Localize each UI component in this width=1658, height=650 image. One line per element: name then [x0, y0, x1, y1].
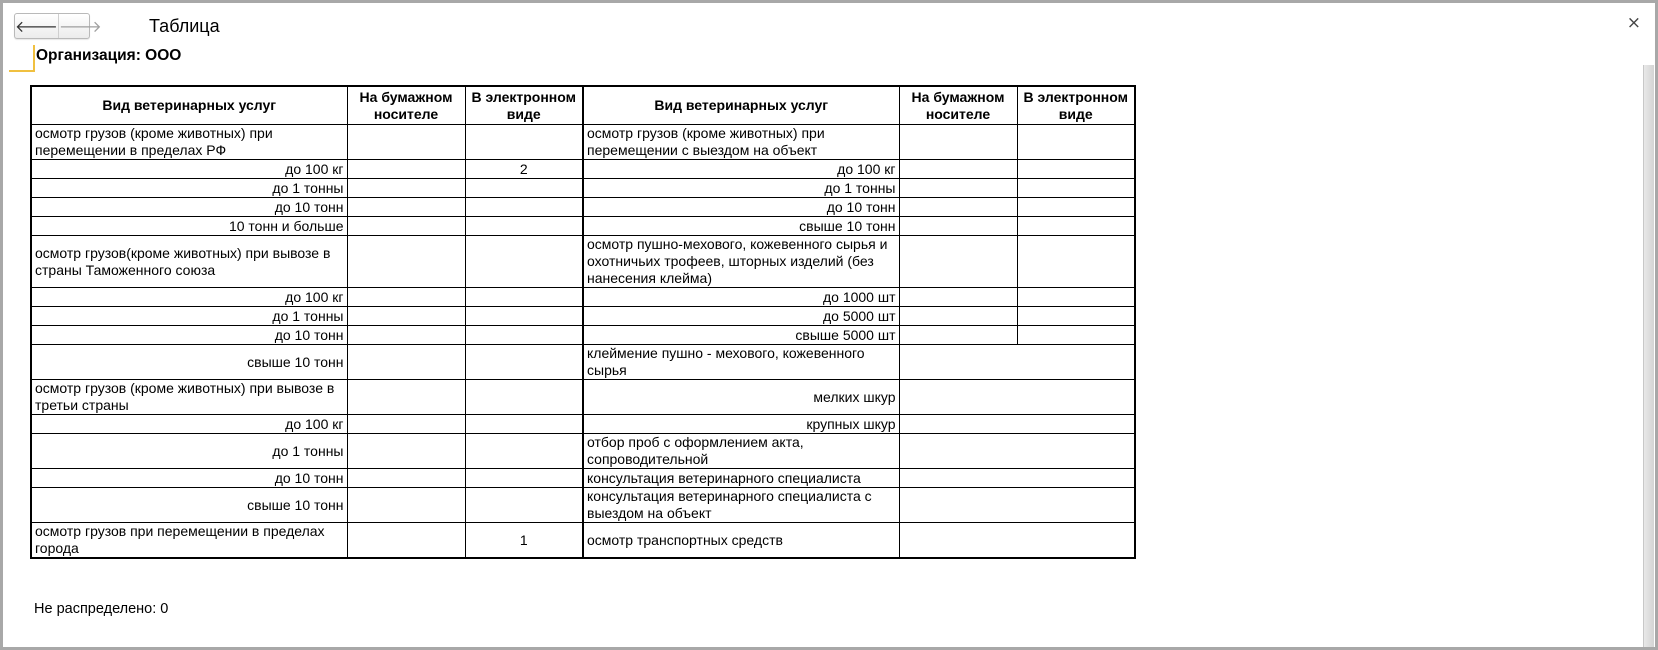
table-cell[interactable]: [899, 288, 1017, 307]
table-cell[interactable]: [465, 217, 583, 236]
table-row: [31, 179, 1135, 198]
table-cell[interactable]: [465, 125, 583, 160]
table-cell[interactable]: свыше 5000 шт: [583, 326, 899, 345]
table-cell[interactable]: [465, 380, 583, 415]
table-cell[interactable]: [899, 125, 1017, 160]
table-cell[interactable]: клеймение пушно - мехового, кожевенного сырья: [583, 345, 899, 380]
cell-cursor-corner: [9, 45, 35, 72]
table-cell[interactable]: осмотр пушно-мехового, кожевенного сырья и охотничьих трофеев, шторных изделий (без нанесения клейма): [583, 236, 899, 288]
table-cell[interactable]: осмотр грузов (кроме животных) при перемещении с выездом на объект: [583, 125, 899, 160]
table-cell[interactable]: [1017, 198, 1135, 217]
table-cell[interactable]: [465, 488, 583, 523]
table-cell[interactable]: [899, 380, 1135, 415]
table-cell[interactable]: [347, 307, 465, 326]
table-cell[interactable]: [347, 236, 465, 288]
table-cell[interactable]: до 1 тонны: [583, 179, 899, 198]
table-cell[interactable]: свыше 10 тонн: [583, 217, 899, 236]
table-row: [31, 125, 1135, 160]
table-row: [31, 434, 1135, 469]
table-cell[interactable]: [899, 198, 1017, 217]
table-cell[interactable]: 2: [465, 160, 583, 179]
table-cell[interactable]: [899, 179, 1017, 198]
table-cell[interactable]: [1017, 236, 1135, 288]
organization-label: Организация: ООО: [36, 47, 182, 64]
table-cell[interactable]: до 100 кг: [31, 415, 347, 434]
table-cell[interactable]: [347, 469, 465, 488]
table-cell[interactable]: [465, 415, 583, 434]
table-row: [31, 307, 1135, 326]
table-cell[interactable]: до 100 кг: [31, 160, 347, 179]
table-cell[interactable]: [347, 217, 465, 236]
table-cell[interactable]: [347, 345, 465, 380]
table-row: [31, 288, 1135, 307]
table-cell[interactable]: осмотр грузов (кроме животных) при вывозе в третьи страны: [31, 380, 347, 415]
close-icon[interactable]: ×: [1626, 13, 1641, 33]
table-cell[interactable]: [899, 236, 1017, 288]
table-row: [31, 415, 1135, 434]
table-cell[interactable]: [899, 523, 1135, 559]
table-cell[interactable]: [899, 345, 1135, 380]
table-cell[interactable]: [899, 307, 1017, 326]
header-service: Вид ветеринарных услуг: [583, 86, 899, 125]
table-cell[interactable]: [465, 288, 583, 307]
table-cell[interactable]: [465, 434, 583, 469]
table-cell[interactable]: [347, 523, 465, 559]
table-cell[interactable]: [347, 288, 465, 307]
table-row: [31, 326, 1135, 345]
header-paper: На бумажном носителе: [899, 86, 1017, 125]
table-cell[interactable]: [465, 236, 583, 288]
table-cell[interactable]: осмотр грузов(кроме животных) при вывозе в страны Таможенного союза: [31, 236, 347, 288]
table-cell[interactable]: [1017, 125, 1135, 160]
header-electronic: В электронном виде: [1017, 86, 1135, 125]
table-cell[interactable]: до 10 тонн: [31, 469, 347, 488]
table-cell[interactable]: [899, 488, 1135, 523]
table-cell[interactable]: свыше 10 тонн: [31, 345, 347, 380]
table-cell[interactable]: до 1 тонны: [31, 434, 347, 469]
table-row: [31, 345, 1135, 380]
table-row: [31, 488, 1135, 523]
table-cell[interactable]: до 5000 шт: [583, 307, 899, 326]
table-cell[interactable]: [899, 217, 1017, 236]
table-cell[interactable]: крупных шкур: [583, 415, 899, 434]
table-cell[interactable]: [347, 415, 465, 434]
table-cell[interactable]: [347, 179, 465, 198]
table-cell[interactable]: осмотр грузов (кроме животных) при перемещении в пределах РФ: [31, 125, 347, 160]
navigation-buttons: [14, 13, 102, 39]
table-row: [31, 160, 1135, 179]
header-electronic: В электронном виде: [465, 86, 583, 125]
table-cell[interactable]: до 100 кг: [583, 160, 899, 179]
table-cell[interactable]: консультация ветеринарного специалиста: [583, 469, 899, 488]
header-service: Вид ветеринарных услуг: [31, 86, 347, 125]
table-cell[interactable]: [1017, 307, 1135, 326]
table-cell[interactable]: [465, 469, 583, 488]
table-cell[interactable]: [899, 326, 1017, 345]
table-cell[interactable]: до 1000 шт: [583, 288, 899, 307]
table-cell[interactable]: осмотр транспортных средств: [583, 523, 899, 559]
table-cell[interactable]: [347, 434, 465, 469]
table-cell[interactable]: [347, 380, 465, 415]
header-paper: На бумажном носителе: [347, 86, 465, 125]
table-cell[interactable]: [465, 179, 583, 198]
table-row: [31, 198, 1135, 217]
table-cell[interactable]: до 10 тонн: [31, 326, 347, 345]
table-cell[interactable]: [899, 160, 1017, 179]
table-row: [31, 380, 1135, 415]
table-cell[interactable]: [465, 198, 583, 217]
table-row: [31, 523, 1135, 559]
table-cell[interactable]: свыше 10 тонн: [31, 488, 347, 523]
table-cell[interactable]: [347, 488, 465, 523]
table-cell[interactable]: осмотр грузов при перемещении в пределах города: [31, 523, 347, 559]
table-cell[interactable]: [347, 326, 465, 345]
back-arrow-icon[interactable]: 🡐: [15, 17, 58, 36]
table-cell[interactable]: 10 тонн и больше: [31, 217, 347, 236]
table-cell[interactable]: [1017, 179, 1135, 198]
table-row: [31, 469, 1135, 488]
table-cell[interactable]: отбор проб с оформлением акта, сопроводительной: [583, 434, 899, 469]
table-cell[interactable]: [347, 160, 465, 179]
vertical-scrollbar[interactable]: [1643, 65, 1654, 647]
veterinary-services-table: [30, 85, 1136, 559]
unallocated-label: Не распределено: 0: [34, 601, 169, 617]
table-cell[interactable]: до 1 тонны: [31, 179, 347, 198]
table-cell[interactable]: [347, 125, 465, 160]
table-cell[interactable]: [899, 434, 1135, 469]
table-row: [31, 217, 1135, 236]
table-cell[interactable]: [347, 198, 465, 217]
table-cell[interactable]: [899, 469, 1135, 488]
table-cell[interactable]: [899, 415, 1135, 434]
window-title: Таблица: [149, 16, 220, 36]
table-cell[interactable]: [465, 326, 583, 345]
table-cell[interactable]: до 10 тонн: [31, 198, 347, 217]
table-row: [31, 236, 1135, 288]
table-header-row: [31, 86, 1135, 125]
forward-arrow-icon[interactable]: 🡒: [58, 14, 102, 38]
table-cell[interactable]: [1017, 326, 1135, 345]
table-cell[interactable]: до 100 кг: [31, 288, 347, 307]
table-cell[interactable]: консультация ветеринарного специалиста с выездом на объект: [583, 488, 899, 523]
table-cell[interactable]: [1017, 288, 1135, 307]
table-cell[interactable]: до 1 тонны: [31, 307, 347, 326]
table-cell[interactable]: до 10 тонн: [583, 198, 899, 217]
table-cell[interactable]: [465, 307, 583, 326]
table-cell[interactable]: мелких шкур: [583, 380, 899, 415]
table-cell[interactable]: [1017, 160, 1135, 179]
table-cell[interactable]: 1: [465, 523, 583, 559]
table-cell[interactable]: [1017, 217, 1135, 236]
table-cell[interactable]: [465, 345, 583, 380]
